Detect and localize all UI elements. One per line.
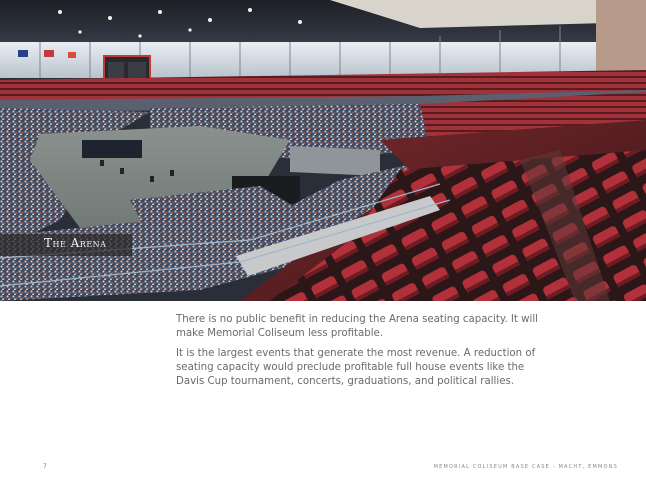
running-footer: MEMORIAL COLISEUM BASE CASE - MACHT, EMMONS <box>433 464 618 470</box>
photo-caption: The Arena <box>44 236 107 250</box>
body-text <box>176 313 548 395</box>
page-number: 7 <box>43 463 47 470</box>
paragraph-1: There is no public benefit in reducing the Arena seating capacity. It will make Memorial Coliseum less profitable. <box>176 314 538 339</box>
paragraph-2: It is the largest events that generate the most revenue. A reduction of seating capacity would preclude profitable full house events like the Davis Cup tournament, concerts, graduations, and political rallies. <box>176 348 536 387</box>
